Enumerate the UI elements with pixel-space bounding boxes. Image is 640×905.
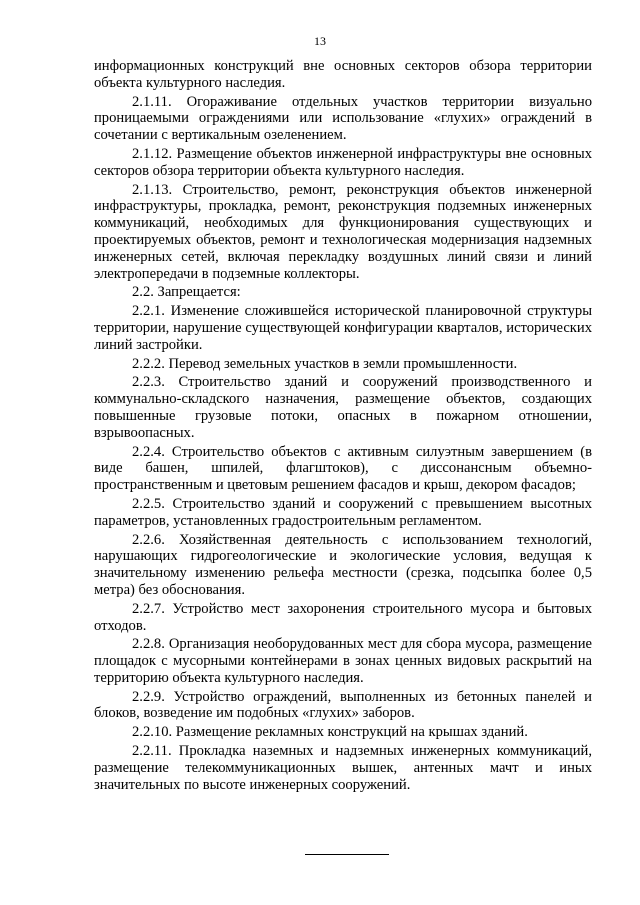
clause-2-2-1: 2.2.1. Изменение сложившейся исторической планировочной структуры территории, нарушение существующей конфигурации кварталов, исторических линий застройки.	[94, 303, 592, 353]
clause-2-2-2: 2.2.2. Перевод земельных участков в земли промышленности.	[132, 355, 518, 372]
clause-2-2-heading: 2.2. Запрещается:	[132, 284, 241, 301]
clause-2-1-12: 2.1.12. Размещение объектов инженерной инфраструктуры вне основных секторов обзора территории объекта культурного наследия.	[94, 145, 592, 179]
footer-divider	[305, 854, 389, 855]
clause-2-1-13: 2.1.13. Строительство, ремонт, реконструкция объектов инженерной инфраструктуры, прокладка, ремонт, реконструкция подземных инженерных коммуникаций, необходимых для функционирования существующих и проектируемых объектов, ремонт и технологическая модернизация надземных инженерных сетей, включая перекладку воздушных линий связи и линий электропередачи в подземные коллекторы.	[94, 181, 592, 282]
clause-2-2-3: 2.2.3. Строительство зданий и сооружений производственного и коммунально-складского назначения, размещение объектов, создающих повышенные грузовые потоки, опасных в пожарном отношении, взрывоопасных.	[94, 374, 592, 441]
page-number: 13	[314, 34, 326, 48]
clause-2-1-11: 2.1.11. Огораживание отдельных участков территории визуально проницаемыми ограждениями или использование «глухих» ограждений в сочетании с вертикальным озеленением.	[94, 93, 592, 144]
clause-2-2-8: 2.2.8. Организация необорудованных мест для сбора мусора, размещение площадок с мусорными контейнерами в зонах ценных видовых раскрытий на территорию объекта культурного наследия.	[94, 636, 592, 686]
clause-2-2-11: 2.2.11. Прокладка наземных и надземных инженерных коммуникаций, размещение телекоммуникационных вышек, антенных мачт и иных значительных по высоте инженерных сооружений.	[94, 743, 592, 793]
clause-2-2-7: 2.2.7. Устройство мест захоронения строительного мусора и бытовых отходов.	[94, 600, 592, 634]
paragraph-continuation: информационных конструкций вне основных секторов обзора территории объекта культурного наследия.	[94, 58, 592, 91]
clause-2-2-10: 2.2.10. Размещение рекламных конструкций на крышах зданий.	[132, 724, 528, 741]
clause-2-2-9: 2.2.9. Устройство ограждений, выполненных из бетонных панелей и блоков, возведение им подобных «глухих» заборов.	[94, 688, 592, 722]
document-body	[94, 58, 592, 795]
clause-2-2-4: 2.2.4. Строительство объектов с активным силуэтным завершением (в виде башен, шпилей, флагштоков), с диссонансным объемно-пространственным и цветовым решением фасадов и крыш, декором фасадов;	[94, 443, 592, 494]
clause-2-2-5: 2.2.5. Строительство зданий и сооружений с превышением высотных параметров, установленных градостроительным регламентом.	[94, 495, 592, 529]
clause-2-2-6: 2.2.6. Хозяйственная деятельность с использованием технологий, нарушающих гидрогеологические и экологические условия, ведущая к значительному изменению рельефа местности (срезка, подсыпка более 0,5 метра) без обоснования.	[94, 531, 592, 598]
